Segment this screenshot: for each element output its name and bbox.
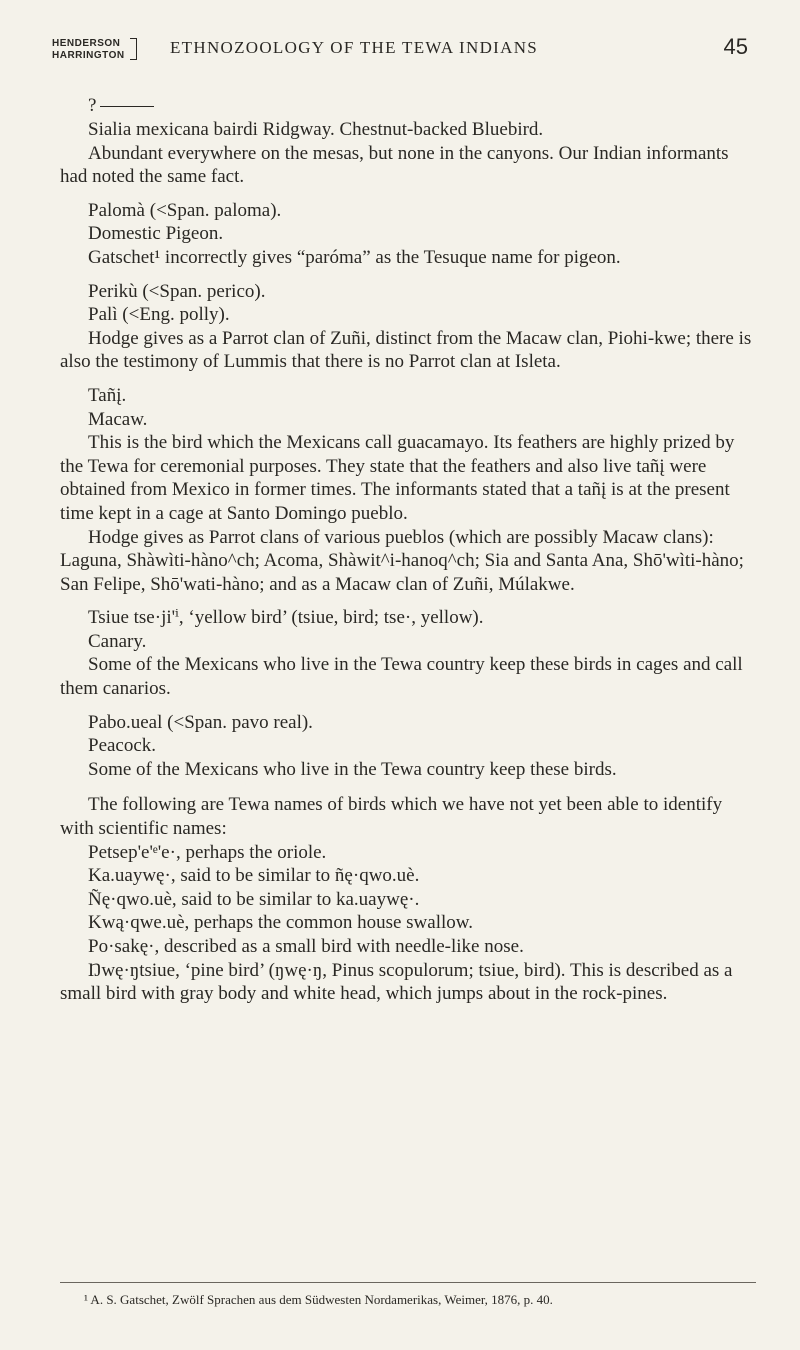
- unidentified-item: Kwą·qwe.uè, perhaps the common house swallow.: [88, 912, 474, 934]
- dash-rule: [100, 106, 154, 107]
- running-head: [52, 34, 748, 68]
- entry-periku-head: Perikù (<Span. perico).: [88, 280, 266, 302]
- entry-paloma-head: Palomà (<Span. paloma).: [88, 199, 282, 221]
- uncertain-identification-mark: [60, 96, 756, 118]
- entry-tani-text-1: This is the bird which the Mexicans call guacamayo. Its feathers are highly prized by the Tewa for ceremonial purposes. They state that the feathers and also live tañį were obtained from Mexico in former times. The informants stated that a tañį is at the present time kept in a cage at Santo Domingo pueblo.: [60, 432, 735, 524]
- entry-sialia-text: Abundant everywhere on the mesas, but none in the canyons. Our Indian informants had noted the same fact.: [60, 142, 729, 188]
- footnote: ¹ A. S. Gatschet, Zwölf Sprachen aus dem Südwesten Nordamerikas, Weimer, 1876, p. 40.: [84, 1292, 553, 1307]
- author-line-1: HENDERSON: [52, 38, 121, 49]
- entry-tani-text-2: Hodge gives as Parrot clans of various pueblos (which are possibly Macaw clans): Laguna, Shàwìti-hàno^ch; Acoma, Shàwit^i-hanoq^ch; Sia and Santa Ana, Shō'wìti-hàno; San Felipe, Shō'wati-hàno; and as a Macaw clan of Zuñi, Múlakwe.: [60, 526, 744, 595]
- bracket-mark: [130, 38, 137, 60]
- entry-tani-gloss: Macaw.: [88, 408, 148, 430]
- author-tag: [52, 38, 125, 62]
- question-mark: ?: [88, 95, 97, 116]
- entry-tsiue-text: Some of the Mexicans who live in the Tewa country keep these birds in cages and call them canarios.: [60, 654, 743, 700]
- entry-hodge-parrot: Hodge gives as a Parrot clan of Zuñi, distinct from the Macaw clan, Piohi-kwe; there is also the testimony of Lummis that there is no Parrot clan at Isleta.: [60, 327, 752, 373]
- page-number: 45: [723, 34, 748, 59]
- entry-paloma-text: Gatschet¹ incorrectly gives “paróma” as the Tesuque name for pigeon.: [88, 246, 621, 268]
- unidentified-item: Po·sakę·, described as a small bird with needle-like nose.: [88, 936, 524, 957]
- unidentified-item: Ŋwę·ŋtsiue, ‘pine bird’ (ŋwę·ŋ, Pinus scopulorum; tsiue, bird). This is described as a small bird with gray body and white head, which jumps about in the rock-pines.: [60, 959, 733, 1005]
- entry-pali-head: Palì (<Eng. polly).: [88, 304, 230, 326]
- entry-pabo-head: Pabo.ueal (<Span. pavo real).: [88, 711, 313, 733]
- author-line-2: HARRINGTON: [52, 50, 125, 61]
- running-title: ETHNOZOOLOGY OF THE TEWA INDIANS: [170, 38, 539, 57]
- unidentified-item: Petsep'e'ᵉ'e·, perhaps the oriole.: [88, 841, 327, 863]
- unidentified-intro: The following are Tewa names of birds which we have not yet been able to identify with scientific names:: [60, 794, 723, 840]
- footnote-divider: [60, 1282, 756, 1283]
- entry-paloma-gloss: Domestic Pigeon.: [88, 223, 224, 245]
- unidentified-item: Ka.uaywę·, said to be similar to ñę·qwo.uè.: [88, 865, 420, 887]
- unidentified-item: Ñę·qwo.uè, said to be similar to ka.uaywę·.: [88, 888, 420, 910]
- entry-pabo-gloss: Peacock.: [88, 735, 157, 757]
- entry-pabo-text: Some of the Mexicans who live in the Tewa country keep these birds.: [88, 758, 617, 780]
- entry-tsiue-head: Tsiue tse·ji'ⁱ, ‘yellow bird’ (tsiue, bird; tse·, yellow).: [88, 607, 484, 629]
- entry-tani-head: Tañį.: [88, 384, 127, 406]
- entry-tsiue-gloss: Canary.: [88, 630, 147, 652]
- entry-sialia: Sialia mexicana bairdi Ridgway. Chestnut-backed Bluebird.: [88, 119, 544, 140]
- body-text: [60, 96, 756, 1006]
